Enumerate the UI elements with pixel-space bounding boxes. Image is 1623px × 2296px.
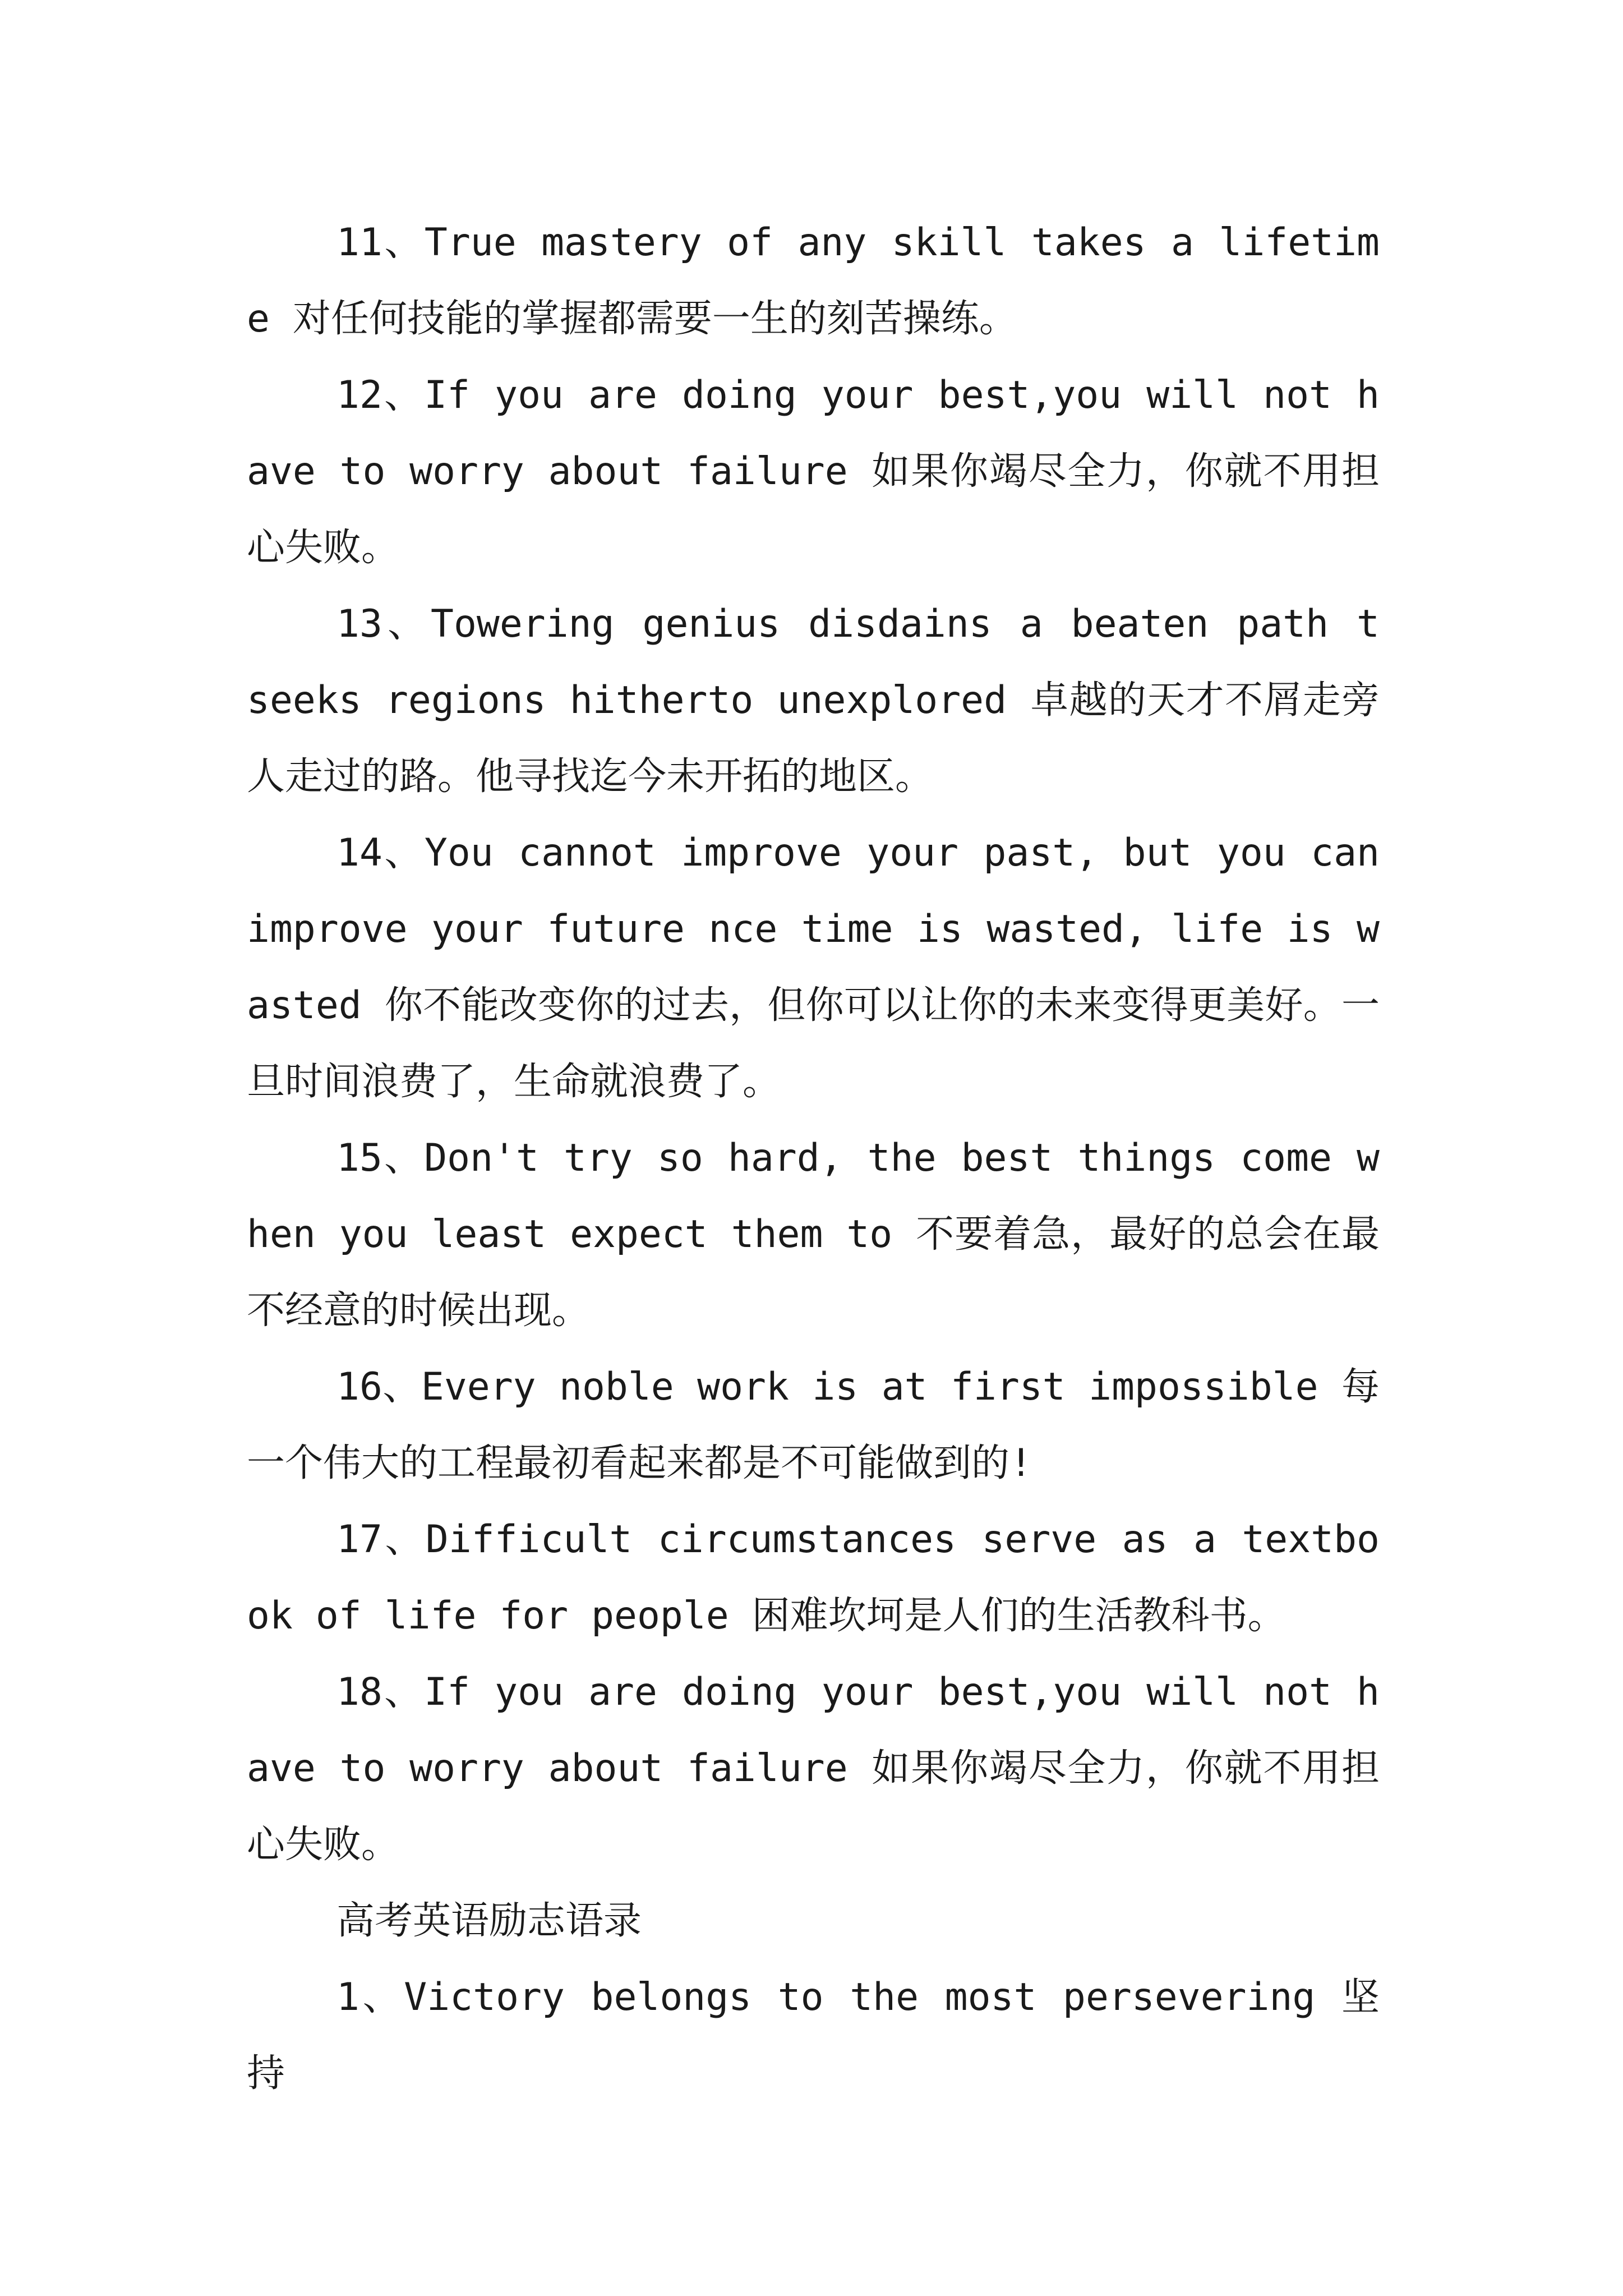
quote-paragraph-17: 17、Difficult circumstances serve as a textbook of life for people 困难坎坷是人们的生活教科书。 [247,1517,1380,1638]
quote-paragraph-14: 14、You cannot improve your past, but you can improve your future nce time is wasted, life is wasted 你不能改变你的过去，但你可以让你的未来变得更美好。一旦时间浪费了，生命就浪费了。 [247,831,1380,1104]
quote-paragraph-16: 16、Every noble work is at first impossible 每一个伟大的工程最初看起来都是不可能做到的! [247,1365,1380,1485]
quote-paragraph-11: 11、True mastery of any skill takes a lifetime 对任何技能的掌握都需要一生的刻苦操练。 [247,220,1380,341]
quote-paragraph-13: 13、Towering genius disdains a beaten path t seeks regions hitherto unexplored 卓越的天才不屑走旁人走过的路。他寻找迄今未开拓的地区。 [247,602,1380,799]
quote-paragraph-18: 18、If you are doing your best,you will not have to worry about failure 如果你竭尽全力，你就不用担心失败。 [247,1670,1380,1867]
quote-paragraph-15: 15、Don't try so hard, the best things come when you least expect them to 不要着急，最好的总会在最不经意的时候出现。 [247,1136,1380,1333]
section-heading: 高考英语励志语录 [336,1899,642,1943]
document-body [247,205,1380,2112]
quote-paragraph-12: 12、If you are doing your best,you will not have to worry about failure 如果你竭尽全力，你就不用担心失败。 [247,373,1380,570]
quote-paragraph-1: 1、Victory belongs to the most persevering 坚持 [247,1975,1380,2096]
